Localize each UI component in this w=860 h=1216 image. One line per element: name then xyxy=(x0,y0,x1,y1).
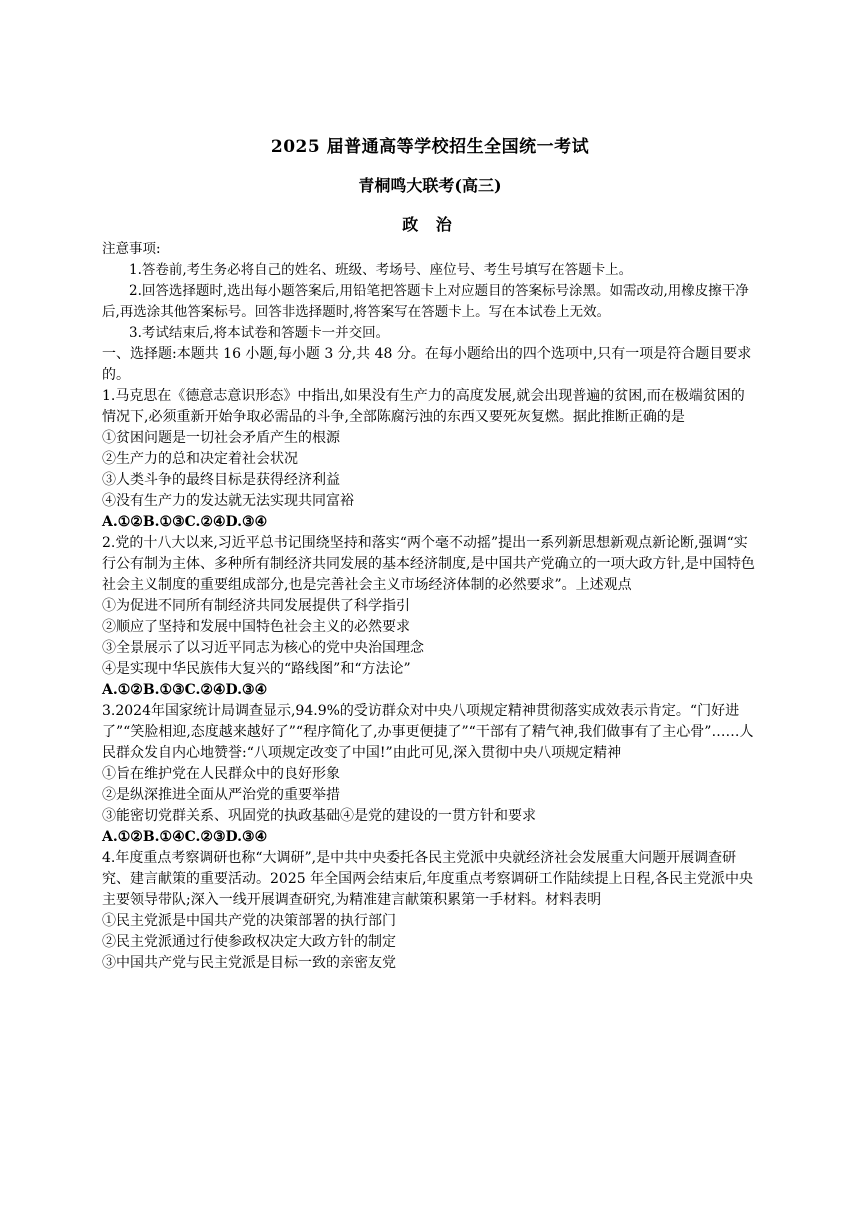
statement: ③能密切党群关系、巩固党的执政基础④是党的建设的一贯方针和要求 xyxy=(102,808,536,824)
statement: ③中国共产党与民主党派是目标一致的亲密友党 xyxy=(102,955,396,971)
question-stem: 1.马克思在《德意志意识形态》中指出,如果没有生产力的高度发展,就会出现普遍的贫困,而在极端贫困的情况下,必须重新开始争取必需品的斗争,全部陈腐污浊的东西又要死灰复燃。据此推断正确的是 xyxy=(102,388,745,425)
statement: ②是纵深推进全面从严治党的重要举措 xyxy=(102,787,340,803)
answer-options: A.①②B.①③C.②④D.③④ xyxy=(102,514,268,530)
question-2 xyxy=(102,533,758,701)
notice-item: 3.考试结束后,将本试卷和答题卡一并交回。 xyxy=(129,325,390,341)
answer-options: A.①②B.①④C.②③D.③④ xyxy=(102,829,268,845)
statement: ①民主党派是中国共产党的决策部署的执行部门 xyxy=(102,913,396,929)
notice-item: 1.答卷前,考生务必将自己的姓名、班级、考场号、座位号、考生号填写在答题卡上。 xyxy=(129,262,633,278)
question-stem: 2.党的十八大以来,习近平总书记围绕坚持和落实“两个毫不动摇”提出一系列新思想新观点新论断,强调“实行公有制为主体、多种所有制经济共同发展的基本经济制度,是中国共产党确立的一项大政方针,是中国特色社会主义制度的重要组成部分,也是完善社会主义市场经济体制的必然要求”。上述观点 xyxy=(102,535,755,593)
notice-section xyxy=(102,239,758,344)
question-stem: 3.2024年国家统计局调查显示,94.9%的受访群众对中央八项规定精神贯彻落实成效表示肯定。“门好进了”“笑脸相迎,态度越来越好了”“程序简化了,办事更便捷了”“干部有了精气神,我们做事有了主心骨”……人民群众发自内心地赞誉:“八项规定改变了中国!”由此可见,深入贯彻中央八项规定精神 xyxy=(102,703,754,761)
exam-title: 2025 届普通高等学校招生全国统一考试 xyxy=(270,137,590,157)
exam-name: 青桐鸣大联考(高三) xyxy=(358,176,502,195)
statement: ①为促进不同所有制经济共同发展提供了科学指引 xyxy=(102,598,410,614)
section-heading: 一、选择题:本题共 16 小题,每小题 3 分,共 48 分。在每小题给出的四个选项中,只有一项是符合题目要求的。 xyxy=(102,346,752,383)
statement: ③人类斗争的最终目标是获得经济利益 xyxy=(102,472,340,488)
question-3 xyxy=(102,701,758,848)
statement: ②生产力的总和决定着社会状况 xyxy=(102,451,298,467)
question-section xyxy=(102,344,758,974)
question-4 xyxy=(102,848,758,974)
answer-options: A.①②B.①③C.②④D.③④ xyxy=(102,682,268,698)
statement: ④是实现中华民族伟大复兴的“路线图”和“方法论” xyxy=(102,661,411,677)
statement: ③全景展示了以习近平同志为核心的党中央治国理念 xyxy=(102,640,424,656)
exam-page xyxy=(102,126,758,974)
notice-heading: 注意事项: xyxy=(102,241,161,257)
statement: ②民主党派通过行使参政权决定大政方针的制定 xyxy=(102,934,396,950)
question-stem: 4.年度重点考察调研也称“大调研”,是中共中央委托各民主党派中央就经济社会发展重大问题开展调查研究、建言献策的重要活动。2025 年全国两会结束后,年度重点考察调研工作陆续提上日程,各民主党派中央主要领导带队;深入一线开展调查研究,为精准建言献策积累第一手材料。材料表明 xyxy=(102,850,753,908)
question-1 xyxy=(102,386,758,533)
statement: ①贫困问题是一切社会矛盾产生的根源 xyxy=(102,430,340,446)
notice-item: 2.回答选择题时,选出每小题答案后,用铅笔把答题卡上对应题目的答案标号涂黑。如需改动,用橡皮擦干净后,再选涂其他答案标号。回答非选择题时,将答案写在答题卡上。写在本试卷上无效。 xyxy=(102,283,749,320)
subject-title: 政 治 xyxy=(402,215,458,234)
statement: ④没有生产力的发达就无法实现共同富裕 xyxy=(102,493,354,509)
statement: ①旨在维护党在人民群众中的良好形象 xyxy=(102,766,340,782)
statement: ②顺应了坚持和发展中国特色社会主义的必然要求 xyxy=(102,619,410,635)
